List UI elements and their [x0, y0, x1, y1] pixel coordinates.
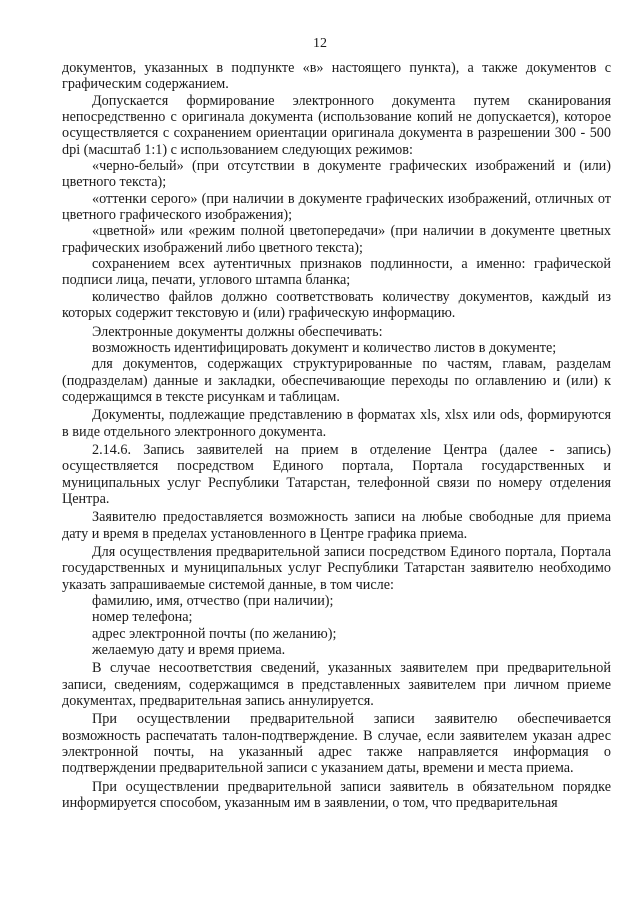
- paragraph: документов, указанных в подпункте «в» настоящего пункта), а также документов с графическим содержанием.: [62, 60, 611, 93]
- paragraph: Электронные документы должны обеспечивать:: [92, 323, 383, 340]
- paragraph: номер телефона;: [92, 609, 193, 626]
- paragraph: Документы, подлежащие представлению в форматах xls, xlsx или ods, формируются в виде отдельного электронного документа.: [62, 407, 611, 440]
- paragraph: В случае несоответствия сведений, указанных заявителем при предварительной записи, сведениям, содержащимся в представленных заявителем при личном приеме документах, предварительная запись аннулируется.: [62, 660, 611, 710]
- paragraph: для документов, содержащих структурированные по частям, главам, разделам (подразделам) данные и закладки, обеспечивающие переходы по оглавлению и (или) к содержащимся в тексте рисункам и таблицам.: [62, 356, 611, 405]
- paragraph: возможность идентифицировать документ и количество листов в документе;: [92, 339, 557, 356]
- paragraph: фамилию, имя, отчество (при наличии);: [92, 593, 334, 609]
- paragraph: «оттенки серого» (при наличии в документе графических изображений, отличных от цветного графического изображения);: [62, 190, 611, 224]
- paragraph: желаемую дату и время приема.: [92, 642, 286, 659]
- paragraph: «черно-белый» (при отсутствии в документе графических изображений и (или) цветного текста);: [62, 158, 611, 191]
- paragraph: адрес электронной почты (по желанию);: [92, 625, 337, 642]
- paragraph: Для осуществления предварительной записи посредством Единого портала, Портала государственных и муниципальных услуг Республики Татарстан заявителю необходимо указать запрашиваемые системой данные, в том числе:: [62, 543, 611, 593]
- paragraph: сохранением всех аутентичных признаков подлинности, а именно: графической подписи лица, печати, углового штампа бланка;: [62, 256, 611, 289]
- paragraph: При осуществлении предварительной записи заявителю обеспечивается возможность распечатать талон-подтверждение. В случае, если заявителем указан адрес электронной почты, на указанный адрес также направляется информация о подтверждении предварительной записи с указанием даты, времени и места приема.: [62, 711, 611, 777]
- paragraph: количество файлов должно соответствовать количеству документов, каждый из которых содержит текстовую и (или) графическую информацию.: [62, 288, 611, 322]
- page-number: 12: [313, 36, 327, 51]
- paragraph: Допускается формирование электронного документа путем сканирования непосредственно с оригинала документа (использование копий не допускается), которое осуществляется с сохранением ориентации оригинала документа в разрешении 300 - 500 dpi (масштаб 1:1) с использованием следующих режимов:: [62, 92, 611, 158]
- paragraph: «цветной» или «режим полной цветопередачи» (при наличии в документе цветных графических изображений либо цветного текста);: [62, 223, 611, 256]
- paragraph: При осуществлении предварительной записи заявитель в обязательном порядке информируется способом, указанным им в заявлении, о том, что предварительная: [62, 778, 611, 812]
- document-body: [62, 60, 611, 811]
- paragraph: 2.14.6. Запись заявителей на прием в отделение Центра (далее - запись) осуществляется посредством Единого портала, Портала государственных и муниципальных услуг Республики Татарстан, телефонной связи по номеру отделения Центра.: [62, 441, 611, 507]
- paragraph: Заявителю предоставляется возможность записи на любые свободные для приема дату и время в пределах установленного в Центре графика приема.: [62, 509, 611, 542]
